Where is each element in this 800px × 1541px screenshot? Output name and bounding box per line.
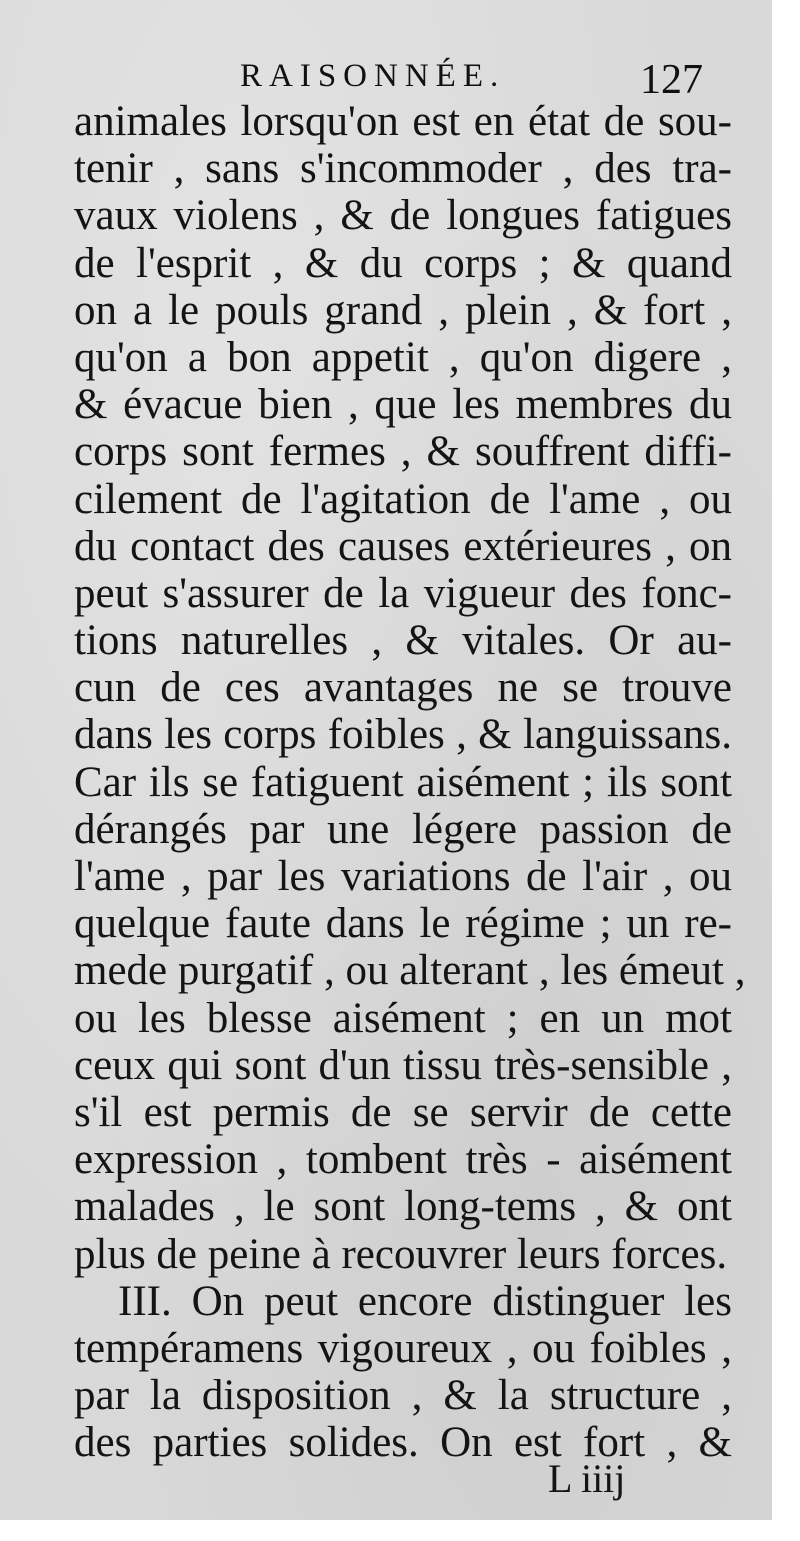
text-line: quelque faute dans le régime ; un re- [74,900,732,948]
text-line: animales lorsqu'on est en état de sou- [74,98,732,145]
text-line: expression , tombent très - aisément [74,1136,732,1184]
text-line: cun de ces avantages ne se trouve [74,664,732,712]
text-line: plus de peine à recouvrer leurs forces. [74,1230,728,1278]
text-line: des parties solides. On est fort , & [74,1419,732,1467]
text-line: tenir , sans s'incommoder , des tra- [74,145,732,193]
text-line: de l'esprit , & du corps ; & quand [74,239,732,287]
text-line: mede purgatif , ou alterant , les émeut , [74,947,746,995]
running-head: RAISONNÉE. [240,58,506,94]
body-text [74,98,746,1467]
text-line: qu'on a bon appetit , qu'on digere , [74,333,732,381]
signature-mark: L iiij [548,1456,626,1501]
text-line: l'ame , par les variations de l'air , ou [74,853,732,900]
text-line: peut s'assurer de la vigueur des fonc- [74,569,732,617]
text-line: dérangés par une légere passion de [74,805,732,853]
text-line: cilement de l'agitation de l'ame , ou [74,475,732,523]
text-line: par la disposition , & la structure , [74,1372,732,1420]
text-line: & évacue bien , que les membres du [74,381,732,429]
paragraph-start-line: III. On peut encore distinguer les [118,1277,732,1325]
text-line: malades , le sont long-tems , & ont [74,1183,732,1231]
text-line: s'il est permis de se servir de cette [74,1088,732,1136]
text-line: ou les blesse aisément ; en un mot [74,994,732,1042]
text-line: ceux qui sont d'un tissu très-sensible , [74,1041,732,1089]
page-number: 127 [640,57,703,103]
text-line: on a le pouls grand , plein , & fort , [74,286,732,334]
text-line: vaux violens , & de longues fatigues [74,192,732,240]
text-line: corps sont fermes , & souffrent diffi- [74,428,732,476]
text-line: du contact des causes extérieures , on [74,522,732,570]
text-line: Car ils se fatiguent aisément ; ils sont [74,758,732,806]
text-line: tions naturelles , & vitales. Or au- [74,617,732,665]
text-line: tempéramens vigoureux , ou foibles , [74,1324,732,1372]
text-line: dans les corps foibles , & languissans. [74,711,732,759]
